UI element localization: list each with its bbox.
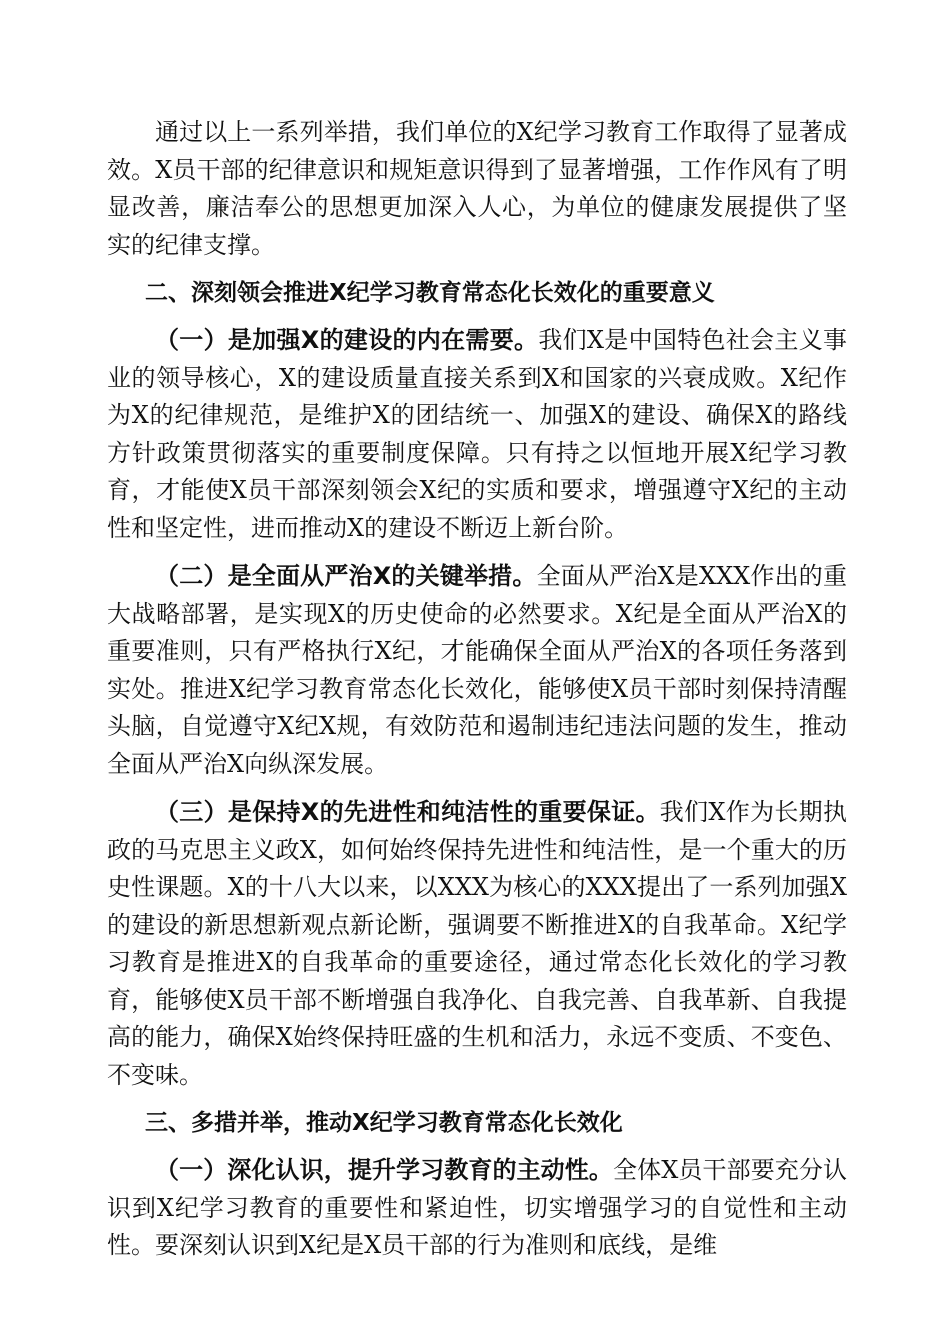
section-2-item-2-lead: （二）是全面从严治X的关键举措。 bbox=[155, 562, 537, 590]
section-2-heading: 二、深刻领会推进X纪学习教育常态化长效化的重要意义 bbox=[145, 280, 715, 306]
section-2-item-3 bbox=[107, 794, 847, 1094]
intro-paragraph: 通过以上一系列举措，我们单位的X纪学习教育工作取得了显著成效。X员干部的纪律意识和规矩意识得到了显著增强，工作作风有了明显改善，廉洁奉公的思想更加深入人心，为单位的健康发展提供了坚实的纪律支撑。 bbox=[107, 118, 847, 259]
section-3-heading: 三、多措并举，推动X纪学习教育常态化长效化 bbox=[145, 1110, 623, 1136]
section-2-item-1 bbox=[107, 322, 847, 547]
section-3-item-1 bbox=[107, 1152, 847, 1265]
section-2-item-1-lead: （一）是加强X的建设的内在需要。 bbox=[155, 326, 539, 354]
section-2-item-3-body: 我们X作为长期执政的马克思主义政X，如何始终保持先进性和纯洁性，是一个重大的历史性课题。X的十八大以来，以XXX为核心的XXX提出了一系列加强X的建设的新思想新观点新论断，强调要不断推进X的自我革命。X纪学习教育是推进X的自我革命的重要途径，通过常态化长效化的学习教育，能够使X员干部不断增强自我净化、自我完善、自我革新、自我提高的能力，确保X始终保持旺盛的生机和活力，永远不变质、不变色、不变味。 bbox=[107, 798, 847, 1089]
section-2-item-2 bbox=[107, 558, 847, 783]
document-page bbox=[107, 114, 847, 1265]
section-3-item-1-body: 全体X员干部要充分认识到X纪学习教育的重要性和紧迫性，切实增强学习的自觉性和主动性。要深刻认识到X纪是X员干部的行为准则和底线，是维 bbox=[107, 1156, 848, 1259]
section-2-item-1-body: 我们X是中国特色社会主义事业的领导核心，X的建设质量直接关系到X和国家的兴衰成败。X纪作为X的纪律规范，是维护X的团结统一、加强X的建设、确保X的路线方针政策贯彻落实的重要制度保障。只有持之以恒地开展X纪学习教育，才能使X员干部深刻领会X纪的实质和要求，增强遵守X纪的主动性和坚定性，进而推动X的建设不断迈上新台阶。 bbox=[107, 326, 847, 542]
section-3-item-1-lead: （一）深化认识，提升学习教育的主动性。 bbox=[155, 1156, 613, 1184]
section-2-item-2-body: 全面从严治X是XXX作出的重大战略部署，是实现X的历史使命的必然要求。X纪是全面从严治X的重要准则，只有严格执行X纪，才能确保全面从严治X的各项任务落到实处。推进X纪学习教育常态化长效化，能够使X员干部时刻保持清醒头脑，自觉遵守X纪X规，有效防范和遏制违纪违法问题的发生，推动全面从严治X向纵深发展。 bbox=[107, 562, 847, 778]
section-2-item-3-lead: （三）是保持X的先进性和纯洁性的重要保证。 bbox=[155, 798, 660, 826]
